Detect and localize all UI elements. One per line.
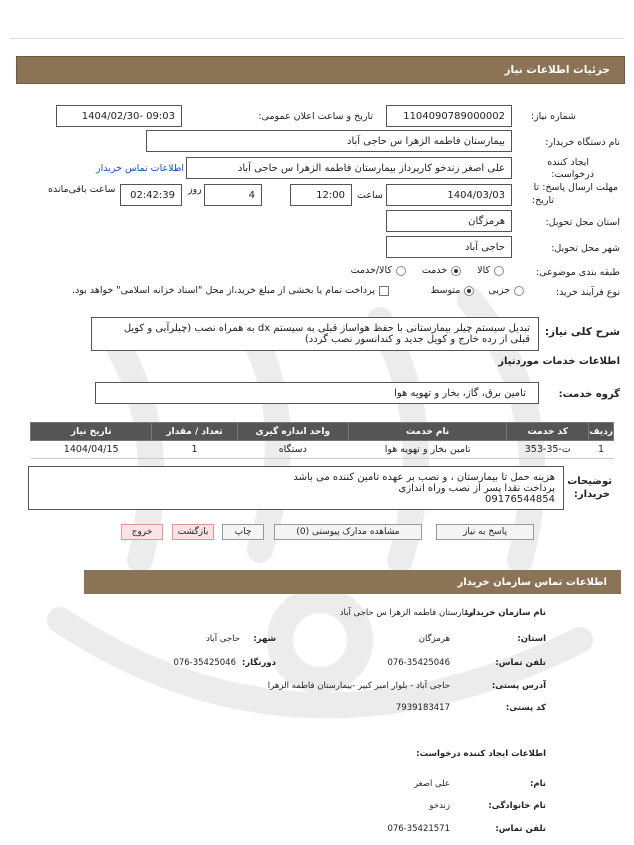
- category-goods-option[interactable]: [477, 265, 504, 276]
- top-divider: [10, 38, 624, 39]
- creator-field: علی اصغر زندخو کارپرداز بیمارستان فاطمه الزهرا س حاجی آباد: [186, 157, 512, 179]
- province-label: استان محل تحویل:: [545, 217, 620, 228]
- notes-label-2: خریدار:: [573, 489, 610, 500]
- contact-section-header: اطلاعات تماس سازمان خریدار: [84, 570, 621, 594]
- notes-line-3: 09176544854: [485, 493, 555, 505]
- process-minor-label: جزیی: [488, 285, 510, 296]
- province-field: هرمزگان: [386, 210, 512, 232]
- col-row: ردیف: [589, 423, 614, 441]
- reply-button[interactable]: پاسخ به نیاز: [436, 524, 534, 540]
- name-label: نام:: [529, 779, 546, 789]
- need-number-label: شماره نیاز:: [530, 111, 576, 122]
- exit-button[interactable]: خروج: [121, 524, 163, 540]
- creator-label: ایجاد کننده: [547, 157, 589, 168]
- radio-icon[interactable]: [396, 266, 406, 276]
- print-button[interactable]: چاپ: [222, 524, 264, 540]
- deadline-date-field: 1404/03/03: [386, 184, 512, 206]
- org-label: نام سازمان خریدار:: [464, 608, 546, 618]
- category-service-option[interactable]: [422, 265, 461, 276]
- notes-label: توضیحات: [567, 476, 612, 487]
- services-heading: اطلاعات خدمات موردنیاز: [498, 356, 620, 367]
- city-label: شهر محل تحویل:: [551, 243, 620, 254]
- cell-qty: 1: [152, 441, 237, 459]
- cell-row: 1: [589, 441, 614, 459]
- city-contact-label: شهر:: [253, 634, 276, 644]
- notes-box: [28, 466, 564, 510]
- days-field: 4: [204, 184, 262, 206]
- radio-icon[interactable]: [514, 286, 524, 296]
- category-label: طبقه بندی موضوعی:: [535, 267, 620, 278]
- days-label: روز: [188, 184, 202, 195]
- col-unit: واحد اندازه گیری: [237, 423, 348, 441]
- org-value: بیمارستان فاطمه الزهرا س حاجی آباد: [339, 608, 474, 618]
- family-label: نام خانوادگی:: [488, 801, 546, 811]
- notes-line-2: پرداخت نقدا پسر از نصب وراه اندازی: [398, 482, 555, 494]
- summary-line-1: تبدیل سیستم چیلر بیمارستانی با حفظ هواساز قبلی به سیستم dx به همراه نصب (چیلرآبی و کویل: [123, 323, 530, 334]
- remaining-label: ساعت باقی‌مانده: [48, 184, 116, 195]
- col-qty: تعداد / مقدار: [152, 423, 237, 441]
- cell-date: 1404/04/15: [31, 441, 152, 459]
- cell-unit: دستگاه: [237, 441, 348, 459]
- fax-value: 076-35425046: [173, 658, 236, 668]
- payment-option[interactable]: [72, 285, 389, 296]
- announce-label: تاریخ و ساعت اعلان عمومی:: [258, 111, 373, 122]
- process-medium-label: متوسط: [430, 285, 461, 296]
- province-contact-value: هرمزگان: [418, 634, 450, 644]
- family-value: زندخو: [429, 801, 450, 811]
- city-contact-value: حاجی آباد: [206, 634, 240, 644]
- category-goods-label: کالا: [477, 265, 490, 276]
- postal-label: کد پستی:: [505, 703, 546, 713]
- postal-value: 7939183417: [395, 703, 450, 713]
- contact-info-link[interactable]: اطلاعات تماس خریدار: [96, 163, 185, 174]
- deadline-label-2: تاریخ:: [531, 195, 554, 206]
- fax-label: دورنگار:: [241, 658, 276, 668]
- payment-note: پرداخت تمام یا بخشی از مبلغ خرید،از محل "اسناد خزانه اسلامی" خواهد بود.: [72, 285, 375, 296]
- services-table: [30, 422, 614, 459]
- deadline-time-field: 12:00: [290, 184, 352, 206]
- address-label: آدرس پستی:: [491, 681, 546, 691]
- page-header: جزئیات اطلاعات نیاز: [16, 56, 625, 84]
- radio-selected-icon[interactable]: [451, 266, 461, 276]
- summary-box: [91, 317, 539, 351]
- name-value: علی اصغر: [413, 779, 450, 789]
- cell-name: تامین بخار و تهویه هوا: [348, 441, 507, 459]
- cell-code: ت-35-353: [507, 441, 589, 459]
- phone-label: تلفن تماس:: [495, 658, 546, 668]
- process-medium-option[interactable]: [430, 285, 474, 296]
- announce-field: 1404/02/30- 09:03: [56, 105, 182, 127]
- service-group-field: [95, 382, 539, 404]
- province-contact-label: استان:: [517, 634, 546, 644]
- col-date: تاریخ نیاز: [31, 423, 152, 441]
- creator-phone-value: 076-35421571: [387, 824, 450, 834]
- summary-label: شرح کلی نیاز:: [544, 326, 620, 338]
- col-name: نام خدمت: [348, 423, 507, 441]
- address-value: حاجی آباد - بلوار امیر کبیر -بیمارستان فاطمه الزهرا: [267, 681, 450, 691]
- creator-label-2: درخواست:: [551, 169, 594, 180]
- deadline-label: مهلت ارسال پاسخ: تا: [533, 182, 618, 193]
- col-code: کد خدمت: [507, 423, 589, 441]
- summary-line-2: قبلی از رده خارج و کویل جدید و کندانسور نصب گردد): [304, 334, 530, 345]
- buyer-field: بیمارستان فاطمه الزهرا س حاجی آباد: [146, 130, 512, 152]
- notes-line-1: هزینه حمل تا بیمارستان ، و نصب بر عهده تامین کننده می باشد: [293, 471, 555, 483]
- process-label: نوع فرآیند خرید:: [555, 287, 620, 298]
- buyer-label: نام دستگاه خریدار:: [545, 137, 620, 148]
- need-number-field: 1104090789000002: [386, 105, 512, 127]
- table-header-row: [31, 423, 614, 441]
- category-both-option[interactable]: [351, 265, 406, 276]
- radio-selected-icon[interactable]: [464, 286, 474, 296]
- attachments-button[interactable]: مشاهده مدارک پیوستی (0): [274, 524, 422, 540]
- service-group-value: تامین برق، گاز، بخار و تهویه هوا: [394, 387, 526, 399]
- creator-phone-label: تلفن تماس:: [495, 824, 546, 834]
- table-row: [31, 441, 614, 459]
- phone-value: 076-35425046: [387, 658, 450, 668]
- radio-icon[interactable]: [494, 266, 504, 276]
- service-group-label: گروه خدمت:: [558, 389, 620, 400]
- services-table-wrapper: [30, 422, 614, 459]
- city-field: حاجی آباد: [386, 236, 512, 258]
- checkbox-icon[interactable]: [379, 286, 389, 296]
- category-service-label: خدمت: [421, 265, 448, 276]
- category-both-label: کالا/خدمت: [350, 265, 392, 276]
- remaining-time-field: 02:42:39: [120, 184, 182, 206]
- process-minor-option[interactable]: [488, 285, 524, 296]
- creator-info-title: اطلاعات ایجاد کننده درخواست:: [416, 749, 546, 759]
- back-button[interactable]: بازگشت: [172, 524, 214, 540]
- time-label: ساعت: [357, 190, 383, 201]
